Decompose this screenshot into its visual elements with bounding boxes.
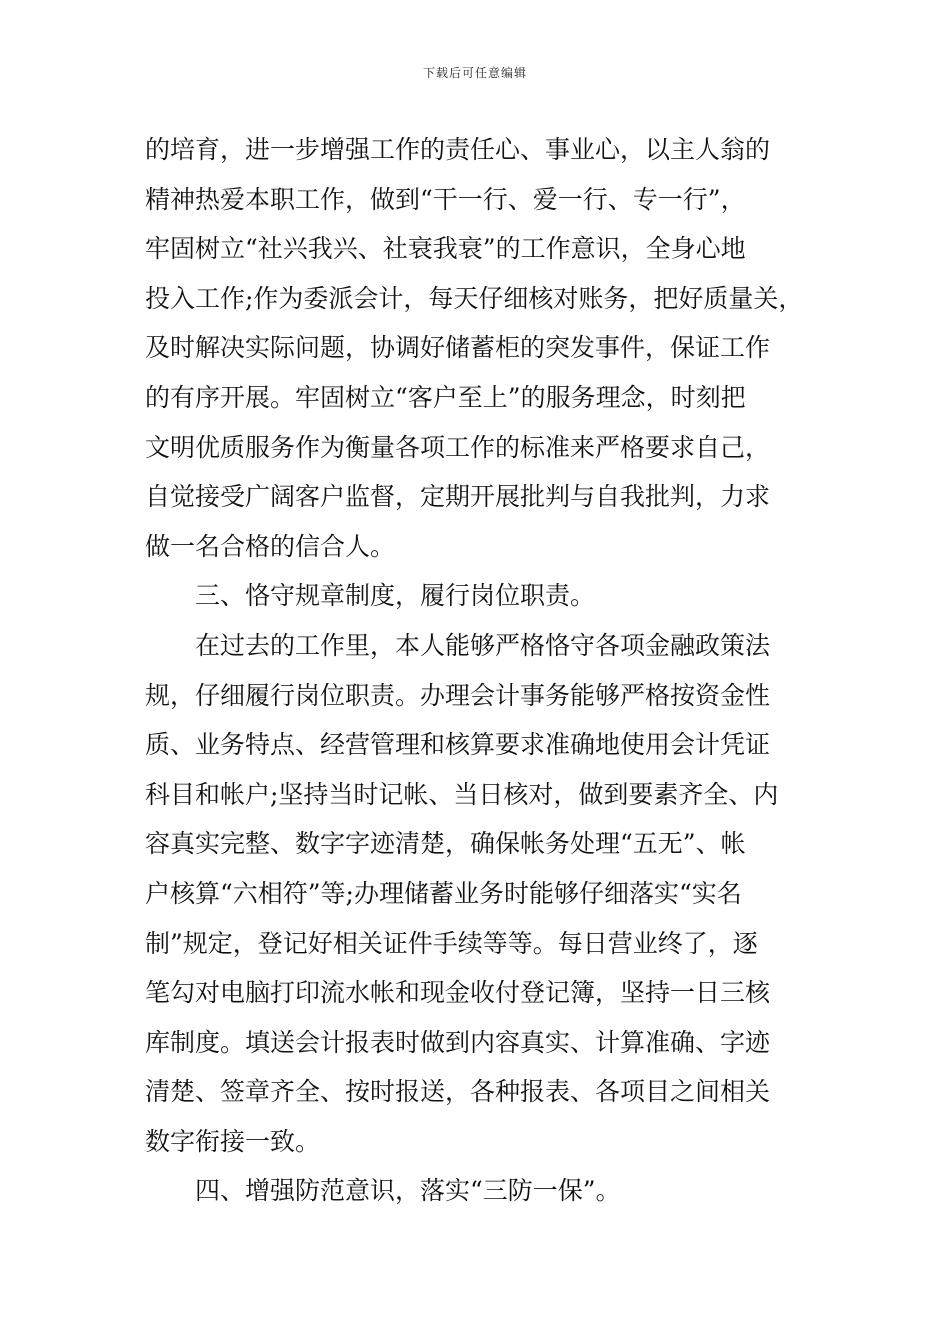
section-heading: 四、增强防范意识，落实“三防一保”。 — [195, 1176, 621, 1206]
text-line: 库制度。填送会计报表时做到内容真实、计算准确、字迹 — [145, 1027, 771, 1057]
text-line: 数字衔接一致。 — [145, 1126, 321, 1156]
text-line: 在过去的工作里，本人能够严格恪守各项金融政策法 — [195, 630, 771, 660]
text-line: 自觉接受广阔客户监督，定期开展批判与自我批判，力求 — [145, 482, 771, 512]
text-line: 的培育，进一步增强工作的责任心、事业心，以主人翁的 — [145, 135, 771, 164]
text-line: 的有序开展。牢固树立“客户至上”的服务理念，时刻把 — [145, 382, 746, 412]
page-header: 下载后可任意编辑 — [422, 66, 527, 80]
text-line: 质、业务特点、经营管理和核算要求准确地使用会计凭证 — [145, 730, 771, 760]
text-line: 及时解决实际问题，协调好储蓄柜的突发事件，保证工作 — [145, 333, 771, 363]
text-line: 笔勾对电脑打印流水帐和现金收付登记簿，坚持一日三核 — [145, 978, 771, 1008]
text-line: 科目和帐户;坚持当时记帐、当日核对，做到要素齐全、内 — [145, 779, 779, 809]
text-line: 文明优质服务作为衡量各项工作的标准来严格要求自己， — [145, 432, 771, 462]
text-line: 清楚、签章齐全、按时报送，各种报表、各项目之间相关 — [145, 1077, 771, 1107]
text-line: 容真实完整、数字字迹清楚，确保帐务处理“五无”、帐 — [145, 829, 746, 859]
text-line: 规，仔细履行岗位职责。办理会计事务能够严格按资金性 — [145, 680, 771, 710]
text-line: 户核算“六相符”等;办理储蓄业务时能够仔细落实“实名 — [145, 878, 742, 908]
text-line: 精神热爱本职工作，做到“干一行、爱一行、专一行”， — [145, 184, 746, 214]
text-line: 制”规定，登记好相关证件手续等等。每日营业终了，逐 — [145, 928, 758, 958]
text-line: 投入工作;作为委派会计，每天仔细核对账务，把好质量关， — [145, 283, 804, 313]
text-line: 牢固树立“社兴我兴、社衰我衰”的工作意识，全身心地 — [145, 234, 746, 264]
section-heading: 三、恪守规章制度，履行岗位职责。 — [195, 581, 596, 611]
text-line: 做一名合格的信合人。 — [145, 531, 396, 561]
document-body — [145, 125, 845, 1216]
